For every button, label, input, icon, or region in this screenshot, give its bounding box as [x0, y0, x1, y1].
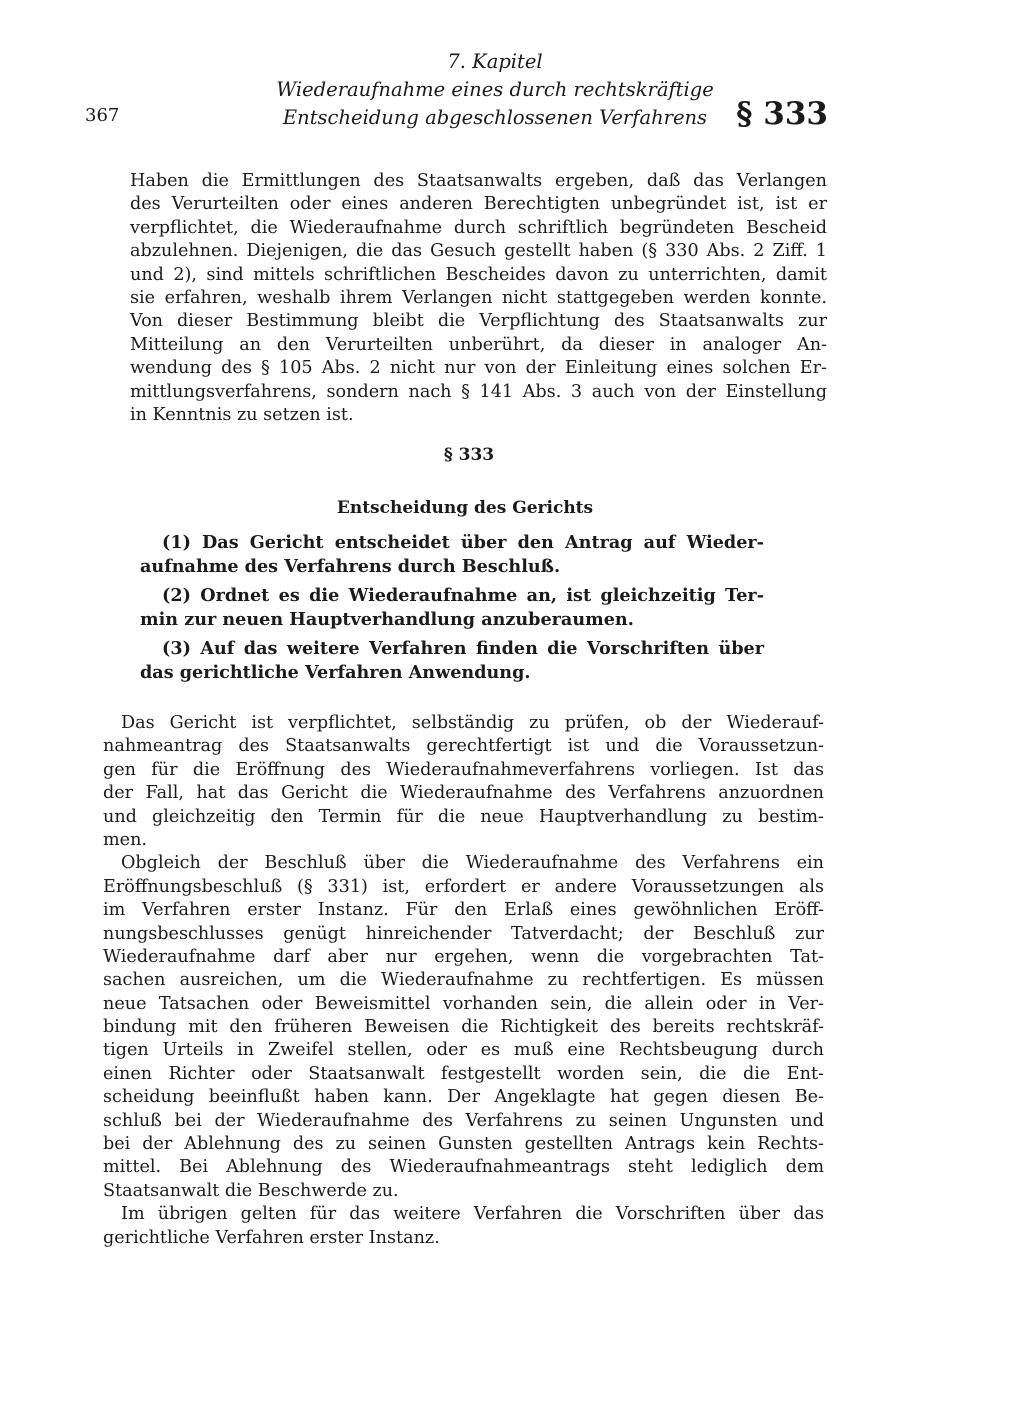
commentary	[103, 712, 824, 1250]
text-line: Das Gericht ist verpflichtet, selbständig zu prüfen, ob der Wiederauf-	[121, 713, 824, 733]
chapter-heading	[235, 48, 755, 132]
text-line: Im übrigen gelten für das weitere Verfahren die Vorschriften über das	[121, 1204, 824, 1225]
text-line: des Verurteilten oder eines anderen Berechtigten unbegründet ist, ist er	[130, 194, 827, 215]
text-line: in Kenntnis zu setzen ist.	[130, 404, 354, 425]
text-line: sie erfahren, weshalb ihrem Verlangen nicht stattgegeben werden konnte.	[130, 287, 827, 308]
section-number-text: § 333	[443, 445, 495, 465]
chapter-label: 7. Kapitel	[447, 50, 543, 73]
intro-paragraph	[130, 170, 827, 427]
chapter-title-line-2: Entscheidung abgeschlossenen Verfahrens	[282, 106, 708, 129]
text-line: bei der Ablehnung des zu seinen Gunsten gestellten Antrags kein Rechts-	[103, 1134, 824, 1155]
text-line: im Verfahren erster Instanz. Für den Erlaß eines gewöhnlichen Eröff-	[103, 900, 824, 921]
statute-text	[140, 531, 764, 685]
text-line: Eröffnungsbeschluß (§ 331) ist, erfordert er andere Voraussetzungen als	[103, 876, 824, 897]
text-line: mittlungsverfahrens, sondern nach § 141 Abs. 3 auch von der Einstellung	[130, 381, 827, 402]
page-number: 367	[85, 105, 120, 126]
text-line: schluß bei der Wiederaufnahme des Verfahrens zu seinen Ungunsten und	[103, 1110, 824, 1131]
text-line: nahmeantrag des Staatsanwalts gerechtfertigt ist und die Voraussetzun-	[103, 736, 824, 757]
text-line: Mitteilung an den Verurteilten unberührt, da dieser in analoger An-	[130, 334, 827, 355]
text-line: abzulehnen. Diejenigen, die das Gesuch gestellt haben (§ 330 Abs. 2 Ziff. 1	[130, 241, 827, 262]
text-line: nungsbeschlusses genügt hinreichender Tatverdacht; der Beschluß zur	[103, 923, 824, 944]
running-header	[85, 46, 830, 138]
statute-clause-line: aufnahme des Verfahrens durch Beschluß.	[140, 556, 561, 577]
text-line: Von dieser Bestimmung bleibt die Verpflichtung des Staatsanwalts zur	[130, 311, 827, 332]
text-line: gerichtliche Verfahren erster Instanz.	[103, 1227, 440, 1248]
text-line: gen für die Eröffnung des Wiederaufnahmeverfahrens vorliegen. Ist das	[103, 759, 824, 780]
section-number	[0, 444, 1024, 466]
text-line: Haben die Ermittlungen des Staatsanwalts ergeben, daß das Verlangen	[130, 171, 827, 191]
text-line: einen Richter oder Staatsanwalt festgestellt worden sein, die die Ent-	[103, 1063, 824, 1084]
statute-clause-line: das gerichtliche Verfahren Anwendung.	[140, 662, 531, 683]
section-title-text: Entscheidung des Gerichts	[336, 498, 594, 518]
text-line: verpflichtet, die Wiederaufnahme durch schriftlich begründeten Bescheid	[130, 217, 827, 238]
text-line: wendung des § 105 Abs. 2 nicht nur von der Einleitung eines solchen Er-	[130, 358, 827, 379]
text-line: scheidung beeinflußt haben kann. Der Angeklagte hat gegen diesen Be-	[103, 1087, 824, 1108]
text-line: mittel. Bei Ablehnung des Wiederaufnahmeantrags steht lediglich dem	[103, 1157, 824, 1178]
text-line: der Fall, hat das Gericht die Wiederaufnahme des Verfahrens anzuordnen	[103, 783, 824, 804]
text-line: men.	[103, 829, 148, 850]
text-line: und 2), sind mittels schriftlichen Bescheides davon zu unterrichten, damit	[130, 264, 827, 285]
statute-clause-line: (3) Auf das weitere Verfahren finden die Vorschriften über	[162, 638, 764, 659]
statute-clause-line: min zur neuen Hauptverhandlung anzuberaumen.	[140, 609, 634, 630]
text-line: Staatsanwalt die Beschwerde zu.	[103, 1180, 399, 1201]
text-line: Obgleich der Beschluß über die Wiederaufnahme des Verfahrens ein	[121, 853, 824, 874]
text-line: Wiederaufnahme darf aber nur ergehen, wenn die vorgebrachten Tat-	[103, 946, 824, 967]
text-line: und gleichzeitig den Termin für die neue Hauptverhandlung zu bestim-	[103, 806, 824, 827]
chapter-title-line-1: Wiederaufnahme eines durch rechtskräftige	[276, 78, 714, 101]
text-line: sachen ausreichen, um die Wiederaufnahme zu rechtfertigen. Es müssen	[103, 970, 824, 991]
statute-clause-line: (1) Das Gericht entscheidet über den Antrag auf Wieder-	[162, 532, 764, 553]
text-line: tigen Urteils in Zweifel stellen, oder es muß eine Rechtsbeugung durch	[103, 1040, 824, 1061]
section-title	[0, 497, 1024, 519]
text-line: neue Tatsachen oder Beweismittel vorhanden sein, die allein oder in Ver-	[103, 993, 824, 1014]
header-section-mark: § 333	[736, 96, 828, 132]
text-line: bindung mit den früheren Beweisen die Richtigkeit des bereits rechtskräf-	[103, 1017, 824, 1038]
statute-clause-line: (2) Ordnet es die Wiederaufnahme an, ist gleichzeitig Ter-	[162, 585, 764, 606]
